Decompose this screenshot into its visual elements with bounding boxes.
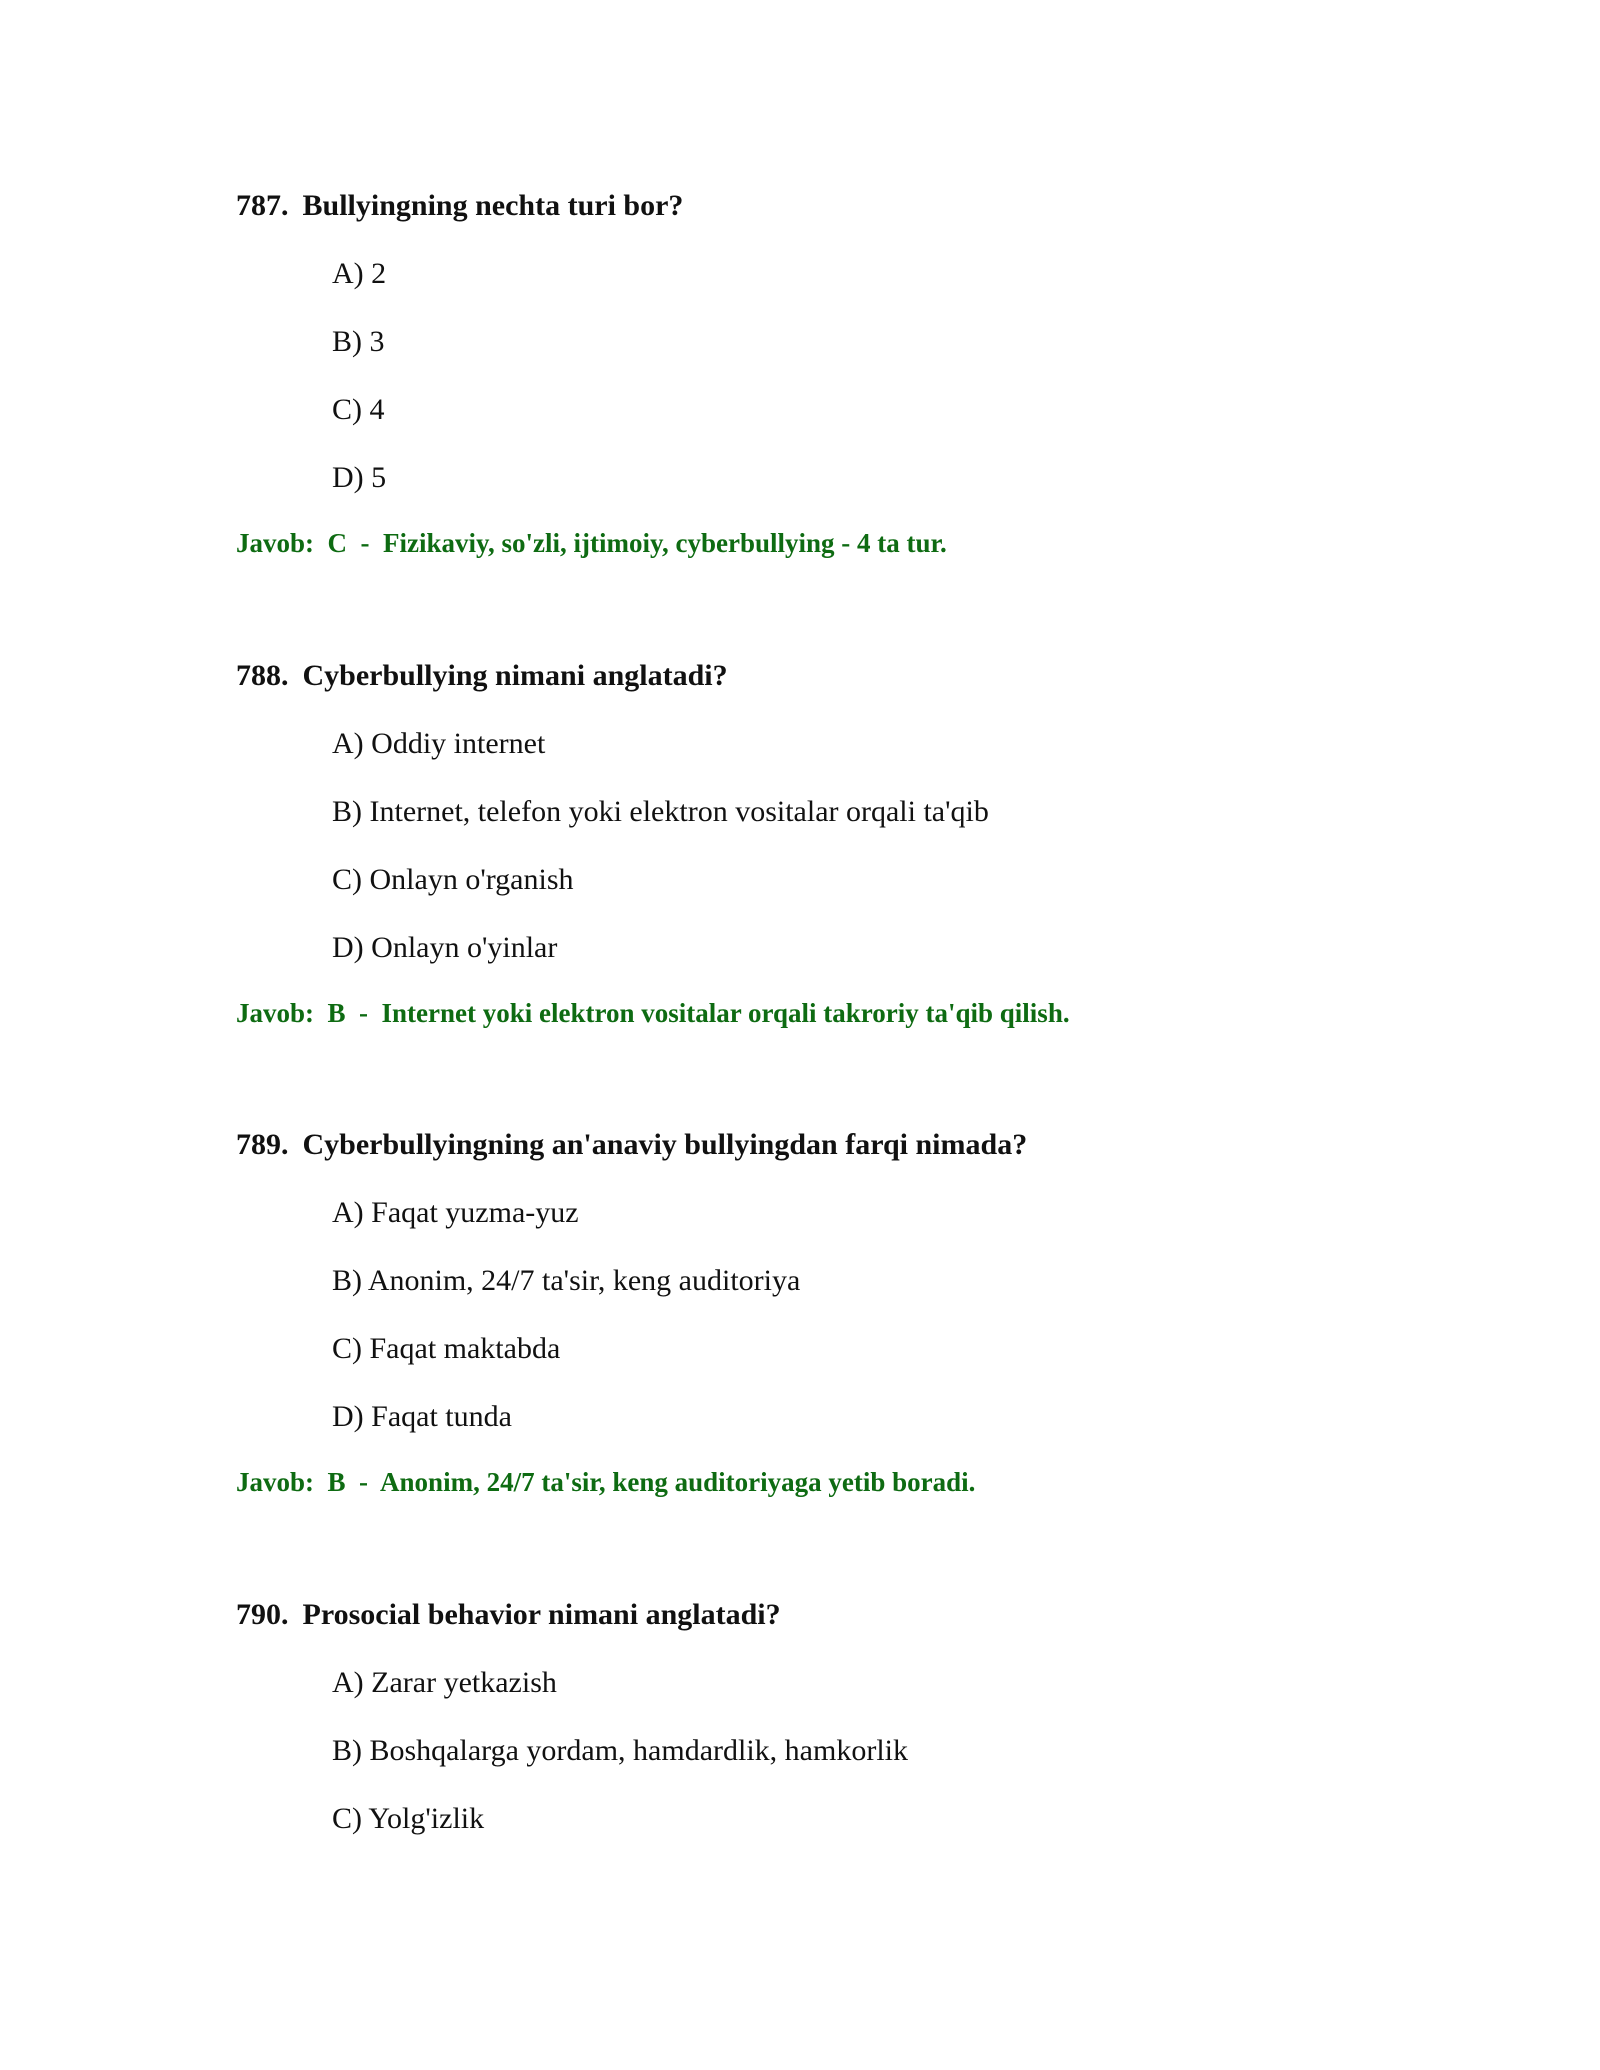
question-text: Prosocial behavior nimani anglatadi?	[302, 1598, 781, 1631]
question-788	[236, 658, 1436, 1030]
option-a: A) Zarar yetkazish	[332, 1666, 557, 1699]
answer-line: Javob: B - Internet yoki elektron vositalar orqali takroriy ta'qib qilish.	[236, 998, 1070, 1028]
answer-label: Javob:	[236, 1467, 315, 1497]
option-b: B) Internet, telefon yoki elektron vositalar orqali ta'qib	[332, 795, 989, 828]
question-787	[236, 188, 1436, 560]
question-title	[236, 1127, 1436, 1163]
option-a: A) Oddiy internet	[332, 727, 546, 760]
option-a: A) 2	[332, 257, 387, 290]
question-title	[236, 658, 1436, 694]
question-title	[236, 1597, 1436, 1633]
answer-label: Javob:	[236, 998, 315, 1028]
option-b: B) Boshqalarga yordam, hamdardlik, hamkorlik	[332, 1734, 908, 1767]
option-c: C) Yolg'izlik	[332, 1802, 485, 1835]
option-b: B) 3	[332, 325, 385, 358]
question-number: 789.	[236, 1128, 289, 1161]
question-text: Cyberbullyingning an'anaviy bullyingdan farqi nimada?	[302, 1128, 1028, 1161]
answer-explanation: Fizikaviy, so'zli, ijtimoiy, cyberbullying - 4 ta tur.	[383, 528, 947, 558]
question-number: 790.	[236, 1598, 289, 1631]
answer-label: Javob:	[236, 528, 315, 558]
question-number: 788.	[236, 659, 289, 692]
question-number: 787.	[236, 189, 289, 222]
question-text: Cyberbullying nimani anglatadi?	[302, 659, 728, 692]
answer-letter: B	[327, 998, 346, 1028]
question-789	[236, 1127, 1436, 1499]
question-title	[236, 188, 1436, 224]
option-d: D) Faqat tunda	[332, 1400, 512, 1433]
question-790	[236, 1597, 1436, 1837]
answer-line: Javob: C - Fizikaviy, so'zli, ijtimoiy, cyberbullying - 4 ta tur.	[236, 528, 947, 558]
option-c: C) 4	[332, 393, 385, 426]
answer-line: Javob: B - Anonim, 24/7 ta'sir, keng auditoriyaga yetib boradi.	[236, 1467, 976, 1497]
option-b: B) Anonim, 24/7 ta'sir, keng auditoriya	[332, 1264, 801, 1297]
answer-letter: B	[327, 1467, 346, 1497]
option-d: D) 5	[332, 461, 387, 494]
answer-letter: C	[327, 528, 348, 558]
question-text: Bullyingning nechta turi bor?	[302, 189, 684, 222]
answer-explanation: Anonim, 24/7 ta'sir, keng auditoriyaga yetib boradi.	[380, 1467, 976, 1497]
answer-explanation: Internet yoki elektron vositalar orqali takroriy ta'qib qilish.	[381, 998, 1070, 1028]
option-a: A) Faqat yuzma-yuz	[332, 1196, 579, 1229]
option-c: C) Onlayn o'rganish	[332, 863, 574, 896]
option-c: C) Faqat maktabda	[332, 1332, 561, 1365]
option-d: D) Onlayn o'yinlar	[332, 931, 558, 964]
